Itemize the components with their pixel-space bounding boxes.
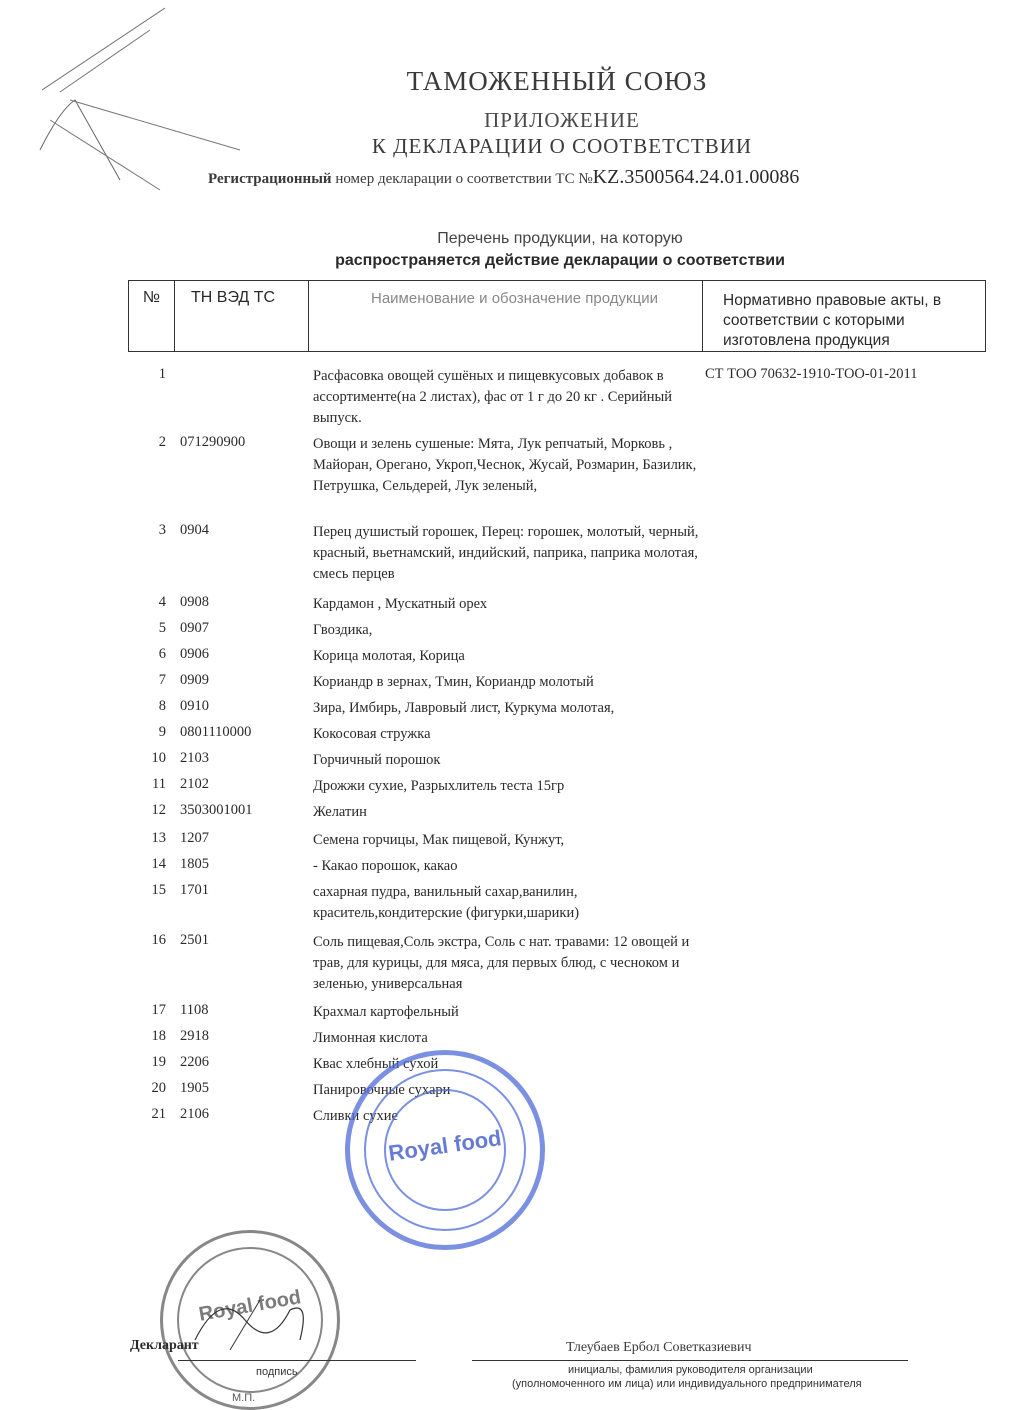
row-number: 10 bbox=[151, 750, 166, 766]
signature-scribble bbox=[190, 1280, 320, 1360]
header-name: Наименование и обозначение продукции bbox=[309, 281, 703, 351]
row-product-name: Корица молотая, Корица bbox=[313, 648, 465, 664]
row-number: 20 bbox=[151, 1080, 166, 1096]
registration-label: номер декларации о соответствии ТС № bbox=[331, 171, 593, 187]
seal-logo: Royal food bbox=[386, 1125, 503, 1166]
row-product-name: - Какао порошок, какао bbox=[313, 858, 458, 874]
header-acts: Нормативно правовые акты, в соответствии с которыми изготовлена продукция bbox=[723, 292, 942, 349]
row-code: 2106 bbox=[180, 1106, 209, 1122]
list-title bbox=[290, 228, 830, 272]
row-product-name: Крахмал картофельный bbox=[313, 1004, 459, 1020]
row-product-name: Дрожжи сухие, Разрыхлитель теста 15гр bbox=[313, 778, 565, 794]
name-line bbox=[472, 1360, 908, 1361]
row-code: 2102 bbox=[180, 776, 209, 792]
row-number: 4 bbox=[158, 594, 166, 610]
row-product-name: Кардамон , Мускатный орех bbox=[313, 596, 488, 612]
row-product-name: Квас хлебный сухой bbox=[313, 1056, 439, 1072]
row-product-name: Кокосовая стружка bbox=[313, 726, 431, 742]
row-code: 0908 bbox=[180, 594, 209, 610]
row-number: 9 bbox=[158, 724, 166, 740]
row-code: 3503001001 bbox=[180, 802, 253, 818]
row-code: 0904 bbox=[180, 522, 209, 538]
row-number: 11 bbox=[152, 776, 166, 792]
row-code: 1701 bbox=[180, 882, 209, 898]
row-product-name: Соль пищевая,Соль экстра, Соль с нат. травами: 12 овощей и трав, для курицы, для мяса, для первых блюд, с чесноком и зеленью, универсальная bbox=[313, 934, 690, 992]
row-code: 0801110000 bbox=[180, 724, 252, 740]
row-number: 12 bbox=[151, 802, 166, 818]
row-code: 2206 bbox=[180, 1054, 209, 1070]
list-title-line2: распространяется действие декларации о соответствии bbox=[335, 252, 785, 269]
table-header bbox=[128, 280, 986, 352]
row-product-name: Желатин bbox=[313, 804, 367, 820]
signature-caption: подпись bbox=[256, 1366, 298, 1378]
row-number: 16 bbox=[151, 932, 166, 948]
signer-caption-line1: инициалы, фамилия руководителя организации bbox=[568, 1364, 813, 1376]
row-number: 3 bbox=[158, 522, 166, 538]
row-number: 8 bbox=[158, 698, 166, 714]
row-number: 15 bbox=[151, 882, 166, 898]
registration-line bbox=[208, 166, 799, 189]
row-code: 0906 bbox=[180, 646, 209, 662]
row-product-name: Горчичный порошок bbox=[313, 752, 441, 768]
row-code: 2103 bbox=[180, 750, 209, 766]
seal-place-label: М.П. bbox=[232, 1392, 256, 1404]
row-code: 1805 bbox=[180, 856, 209, 872]
list-title-line1: Перечень продукции, на которую bbox=[437, 230, 683, 247]
seal-small-logo: Royal food bbox=[197, 1286, 303, 1326]
row-code: 2918 bbox=[180, 1028, 209, 1044]
row-product-name: Семена горчицы, Мак пищевой, Кунжут, bbox=[313, 832, 565, 848]
row-product-name: Перец душистый горошек, Перец: горошек, молотый, черный, красный, вьетнамский, индийский, паприка, паприка молотая, смесь перцев bbox=[313, 524, 699, 582]
row-product-name: сахарная пудра, ванильный сахар,ванилин, краситель,кондитерские (фигурки,шарики) bbox=[313, 884, 580, 921]
header-acts-cell bbox=[703, 281, 987, 351]
doc-title-declaration: К ДЕКЛАРАЦИИ О СООТВЕТСТВИИ bbox=[371, 134, 753, 158]
signer-name: Тлеубаев Ербол Советказиевич bbox=[566, 1340, 752, 1355]
row-product-name: Панировочные сухари bbox=[313, 1082, 451, 1098]
doc-title-appendix: ПРИЛОЖЕНИЕ bbox=[484, 108, 640, 132]
row-act: СТ ТОО 70632-1910-ТОО-01-2011 bbox=[705, 366, 918, 382]
header-num: № bbox=[129, 281, 175, 351]
row-code: 0909 bbox=[180, 672, 209, 688]
declarant-label: Декларант bbox=[130, 1338, 199, 1353]
row-number: 5 bbox=[158, 620, 166, 636]
row-code: 0910 bbox=[180, 698, 209, 714]
row-product-name: Расфасовка овощей сушёных и пищевкусовых добавок в ассортименте(на 2 листах), фас от 1 г до 20 кг . Серийный выпуск. bbox=[313, 368, 673, 426]
registration-number: KZ.3500564.24.01.00086 bbox=[592, 166, 800, 188]
row-number: 14 bbox=[151, 856, 166, 872]
row-number: 7 bbox=[158, 672, 166, 688]
row-product-name: Сливки сухие bbox=[313, 1108, 398, 1124]
row-product-name: Кориандр в зернах, Тмин, Кориандр молотый bbox=[313, 674, 594, 690]
row-number: 17 bbox=[151, 1002, 166, 1018]
row-code: 1905 bbox=[180, 1080, 209, 1096]
row-number: 18 bbox=[151, 1028, 166, 1044]
row-code: 071290900 bbox=[180, 434, 246, 450]
signature-line bbox=[178, 1360, 416, 1361]
row-number: 6 bbox=[158, 646, 166, 662]
row-number: 13 bbox=[151, 830, 166, 846]
row-code: 1207 bbox=[180, 830, 209, 846]
doc-title-union: ТАМОЖЕННЫЙ СОЮЗ bbox=[406, 66, 708, 96]
row-product-name: Овощи и зелень сушеные: Мята, Лук репчатый, Морковь , Майоран, Орегано, Укроп,Чеснок, Жусай, Розмарин, Базилик, Петрушка, Сельдерей, Лук зеленый, bbox=[313, 436, 697, 494]
header-code: ТН ВЭД ТС bbox=[175, 281, 309, 351]
row-number: 21 bbox=[151, 1106, 166, 1122]
registration-label-bold: Регистрационный bbox=[208, 171, 332, 187]
signer-caption-line2: (уполномоченного им лица) или индивидуального предпринимателя bbox=[512, 1378, 862, 1390]
row-number: 2 bbox=[158, 434, 166, 450]
row-product-name: Гвоздика, bbox=[313, 622, 373, 638]
row-code: 2501 bbox=[180, 932, 209, 948]
row-code: 0907 bbox=[180, 620, 209, 636]
company-seal bbox=[345, 1050, 545, 1250]
row-number: 1 bbox=[158, 366, 166, 382]
row-number: 19 bbox=[151, 1054, 166, 1070]
row-product-name: Зира, Имбирь, Лавровый лист, Куркума молотая, bbox=[313, 700, 615, 716]
row-code: 1108 bbox=[180, 1002, 209, 1018]
row-product-name: Лимонная кислота bbox=[313, 1030, 428, 1046]
